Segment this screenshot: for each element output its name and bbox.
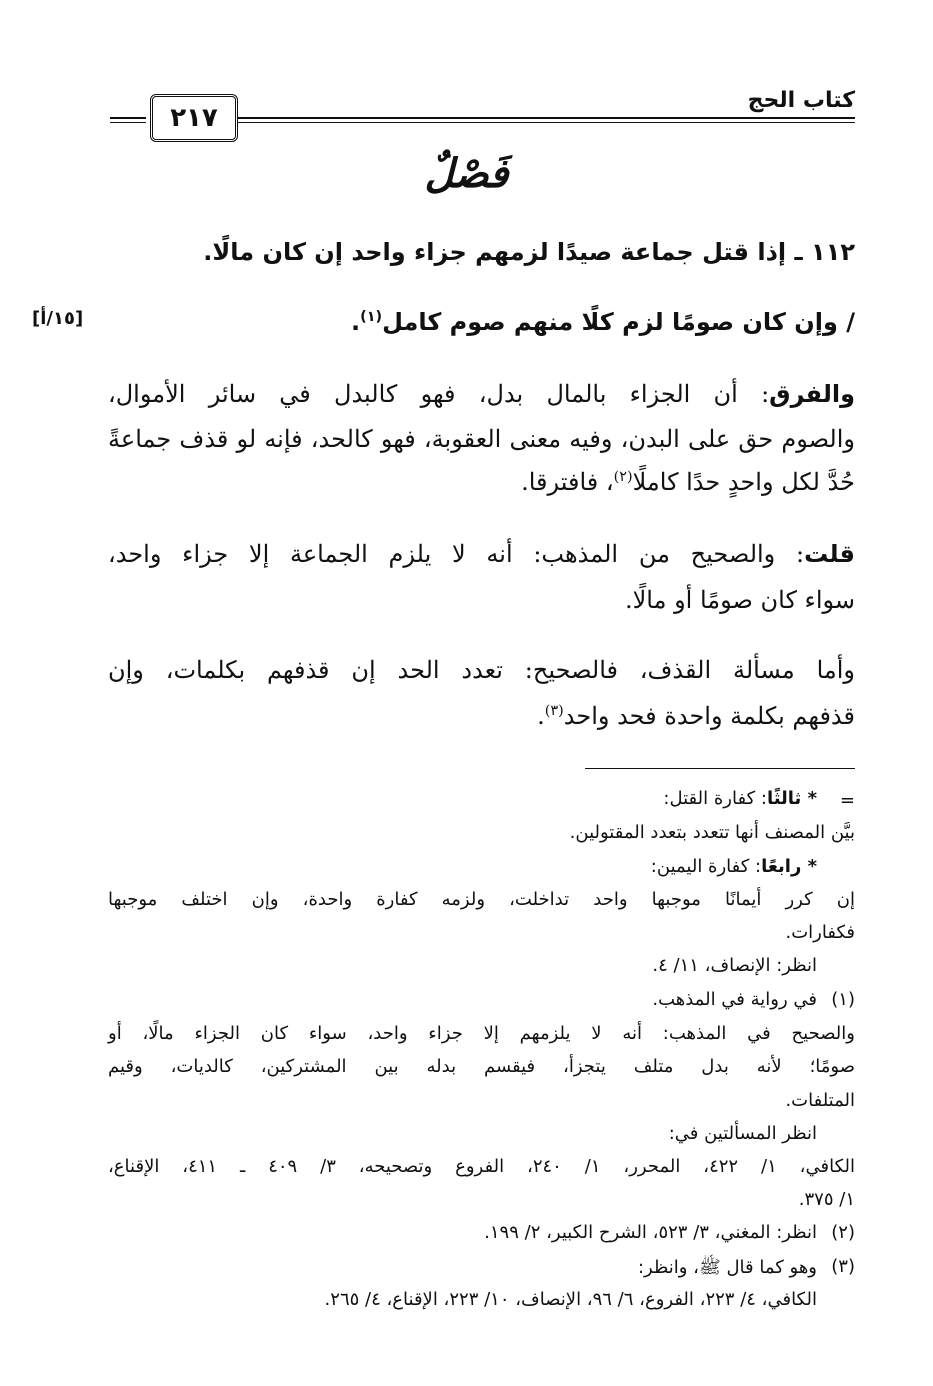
footnote-line	[108, 788, 817, 809]
footnote-ref-3: (٣)	[544, 703, 564, 719]
farq-label: والفرق	[769, 380, 855, 408]
qult-line-1	[108, 540, 855, 568]
section-heading: فَصْلٌ	[424, 150, 509, 197]
footnote-line: إن كرر أيمانًا موجبها واحد تداخلت، ولزمه كفارة واحدة، وإن اختلف موجبها	[108, 889, 855, 910]
farq-line-3	[108, 468, 855, 496]
farq-line-3-text: حُدَّ لكل واحدٍ حدًا كاملًا	[632, 468, 855, 496]
footnote-divider	[585, 768, 855, 769]
footnote-marker-2: (٢)	[831, 1222, 855, 1243]
margin-note: [١٥/أ]	[32, 308, 84, 329]
footnote-line: بيَّن المصنف أنها تتعدد بتعدد المقتولين.	[569, 822, 855, 843]
farq-line-1-text: : أن الجزاء بالمال بدل، فهو كالبدل في سائر الأموال،	[108, 380, 770, 408]
header-rule-short	[110, 117, 146, 123]
footnote-marker-3: (٣)	[831, 1256, 855, 1277]
thalithan-text: : كفارة القتل:	[663, 788, 767, 809]
qadhf-line-1: وأما مسألة القذف، فالصحيح: تعدد الحد إن قذفهم بكلمات، وإن	[108, 656, 855, 684]
footnote-1-line: ١/ ٣٧٥.	[798, 1189, 855, 1210]
qadhf-line-2-text: قذفهم بكلمة واحدة فحد واحد	[563, 702, 855, 730]
footnote-1-line: في رواية في المذهب.	[652, 989, 817, 1010]
footnote-3-line: الكافي، ٤/ ٢٢٣، الفروع، ٦/ ٩٦، الإنصاف، ١٠/ ٢٢٣، الإقناع، ٤/ ٢٦٥.	[324, 1289, 817, 1310]
footnote-2-line: انظر: المغني، ٣/ ٥٢٣، الشرح الكبير، ٢/ ١٩٩.	[484, 1222, 817, 1243]
footnote-1-line: انظر المسألتين في:	[668, 1123, 817, 1144]
page-number: ٢١٧	[150, 94, 238, 142]
qadhf-line-2-end: .	[537, 702, 545, 730]
qult-line-1-text: : والصحيح من المذهب: أنه لا يلزم الجماعة إلا جزاء واحد،	[108, 540, 805, 568]
header-rule	[238, 117, 855, 123]
continuation-marker: =	[839, 790, 855, 811]
footnote-ref-2: (٢)	[613, 469, 633, 485]
page-header	[110, 88, 855, 138]
issue-line-1: ١١٢ ـ إذا قتل جماعة صيدًا لزمهم جزاء واحد إن كان مالًا.	[203, 238, 855, 266]
qult-label: قلت	[804, 540, 856, 568]
thalithan-label: * ثالثًا	[766, 788, 817, 809]
footnote-ref-1: (١)	[360, 309, 383, 325]
footnote-1-line: المتلفات.	[785, 1090, 855, 1111]
rabian-label: * رابعًا	[761, 856, 817, 877]
footnote-line	[108, 856, 817, 877]
footnote-line: انظر: الإنصاف، ١١/ ٤.	[652, 955, 817, 976]
farq-line-1	[108, 380, 855, 408]
footnote-3-line: وهو كما قال ﷺ، وانظر:	[637, 1257, 817, 1278]
footnote-1-line: الكافي، ١/ ٤٢٢، المحرر، ١/ ٢٤٠، الفروع وتصحيحه، ٣/ ٤٠٩ ـ ٤١١، الإقناع،	[108, 1156, 855, 1177]
footnote-1-line: والصحيح في المذهب: أنه لا يلزمهم إلا جزاء واحد، سواء كان الجزاء مالًا، أو	[108, 1023, 855, 1044]
rabian-text: : كفارة اليمين:	[650, 856, 762, 877]
qult-line-2: سواء كان صومًا أو مالًا.	[624, 586, 855, 614]
farq-line-3-end: ، فافترقا.	[521, 468, 614, 496]
farq-line-2: والصوم حق على البدن، وفيه معنى العقوبة، فهو كالحد، فإنه لو قذف جماعةً	[108, 425, 855, 453]
footnote-1-line: صومًا؛ لأنه بدل متلف يتجزأ، فيقسم بدله بين المشتركين، كالديات، وقيم	[108, 1056, 855, 1077]
qadhf-line-2	[108, 702, 855, 730]
footnote-marker-1: (١)	[831, 989, 855, 1010]
issue-line-2-text: / وإن كان صومًا لزم كلًا منهم صوم كامل	[382, 308, 855, 336]
footnote-line: فكفارات.	[785, 922, 855, 943]
issue-line-2-end: .	[351, 308, 361, 336]
issue-line-2	[108, 308, 855, 336]
running-title: كتاب الحج	[747, 88, 855, 113]
